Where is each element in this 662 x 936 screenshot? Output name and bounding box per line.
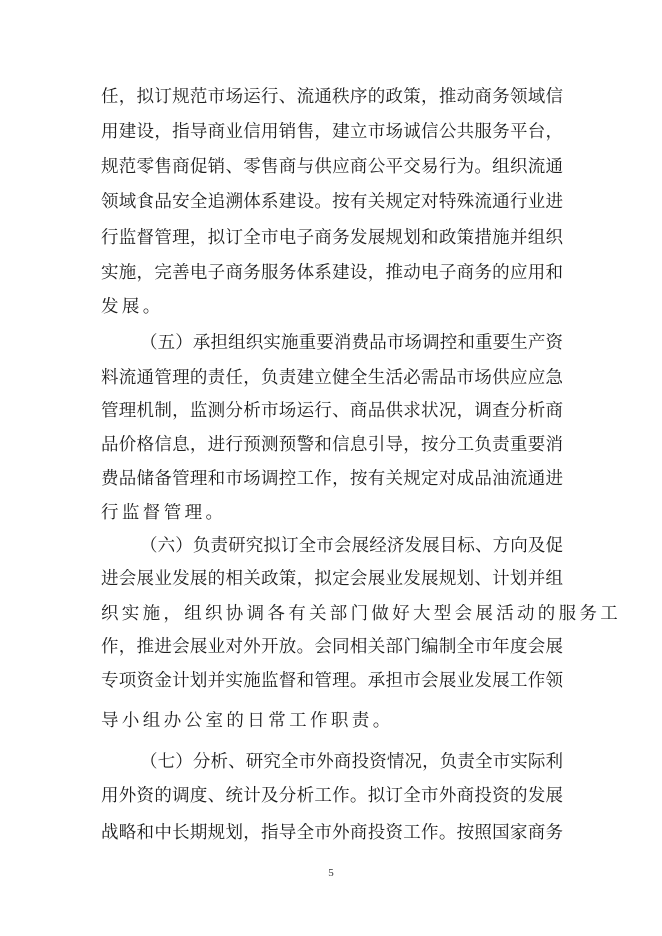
text-line: 作，推进会展业对外开放。会同相关部门编制全市年度会展 [101,636,563,656]
text-line: （七）分析、研究全市外商投资情况，负责全市实际利 [140,751,563,771]
text-line: 发展。 [101,296,164,316]
text-line: 品价格信息，进行预测预警和信息引导，按分工负责重要消 [101,434,563,454]
text-line: 进会展业发展的相关政策，拟定会展业发展规划、计划并组 [101,568,563,588]
text-line: 行监督管理。 [101,502,227,522]
text-line: 管理机制，监测分析市场运行、商品供求状况，调查分析商 [101,400,563,420]
text-line: 任，拟订规范市场运行、流通秩序的政策，推动商务领域信 [101,86,563,106]
text-line: 行监督管理，拟订全市电子商务发展规划和政策措施并组织 [101,227,563,247]
text-line: 领域食品安全追溯体系建设。按有关规定对特殊流通行业进 [101,191,563,211]
text-line: （五）承担组织实施重要消费品市场调控和重要生产资 [140,332,563,352]
text-line: 导小组办公室的日常工作职责。 [101,710,394,730]
text-line: （六）负责研究拟订全市会展经济发展目标、方向及促 [140,535,563,555]
text-line: 用外资的调度、统计及分析工作。拟订全市外商投资的发展 [101,785,563,805]
text-line: 专项资金计划并实施监督和管理。承担市会展业发展工作领 [101,670,563,690]
text-line: 费品储备管理和市场调控工作，按有关规定对成品油流通进 [101,468,563,488]
text-line: 规范零售商促销、零售商与供应商公平交易行为。组织流通 [101,156,563,176]
page-number: 5 [328,867,334,879]
text-line: 织实施，组织协调各有关部门做好大型会展活动的服务工 [101,603,621,623]
text-line: 料流通管理的责任，负责建立健全生活必需品市场供应应急 [101,367,563,387]
text-line: 实施，完善电子商务服务体系建设，推动电子商务的应用和 [101,262,563,282]
text-line: 用建设，指导商业信用销售，建立市场诚信公共服务平台， [101,121,563,141]
text-line: 战略和中长期规划，指导全市外商投资工作。按照国家商务 [101,822,563,842]
